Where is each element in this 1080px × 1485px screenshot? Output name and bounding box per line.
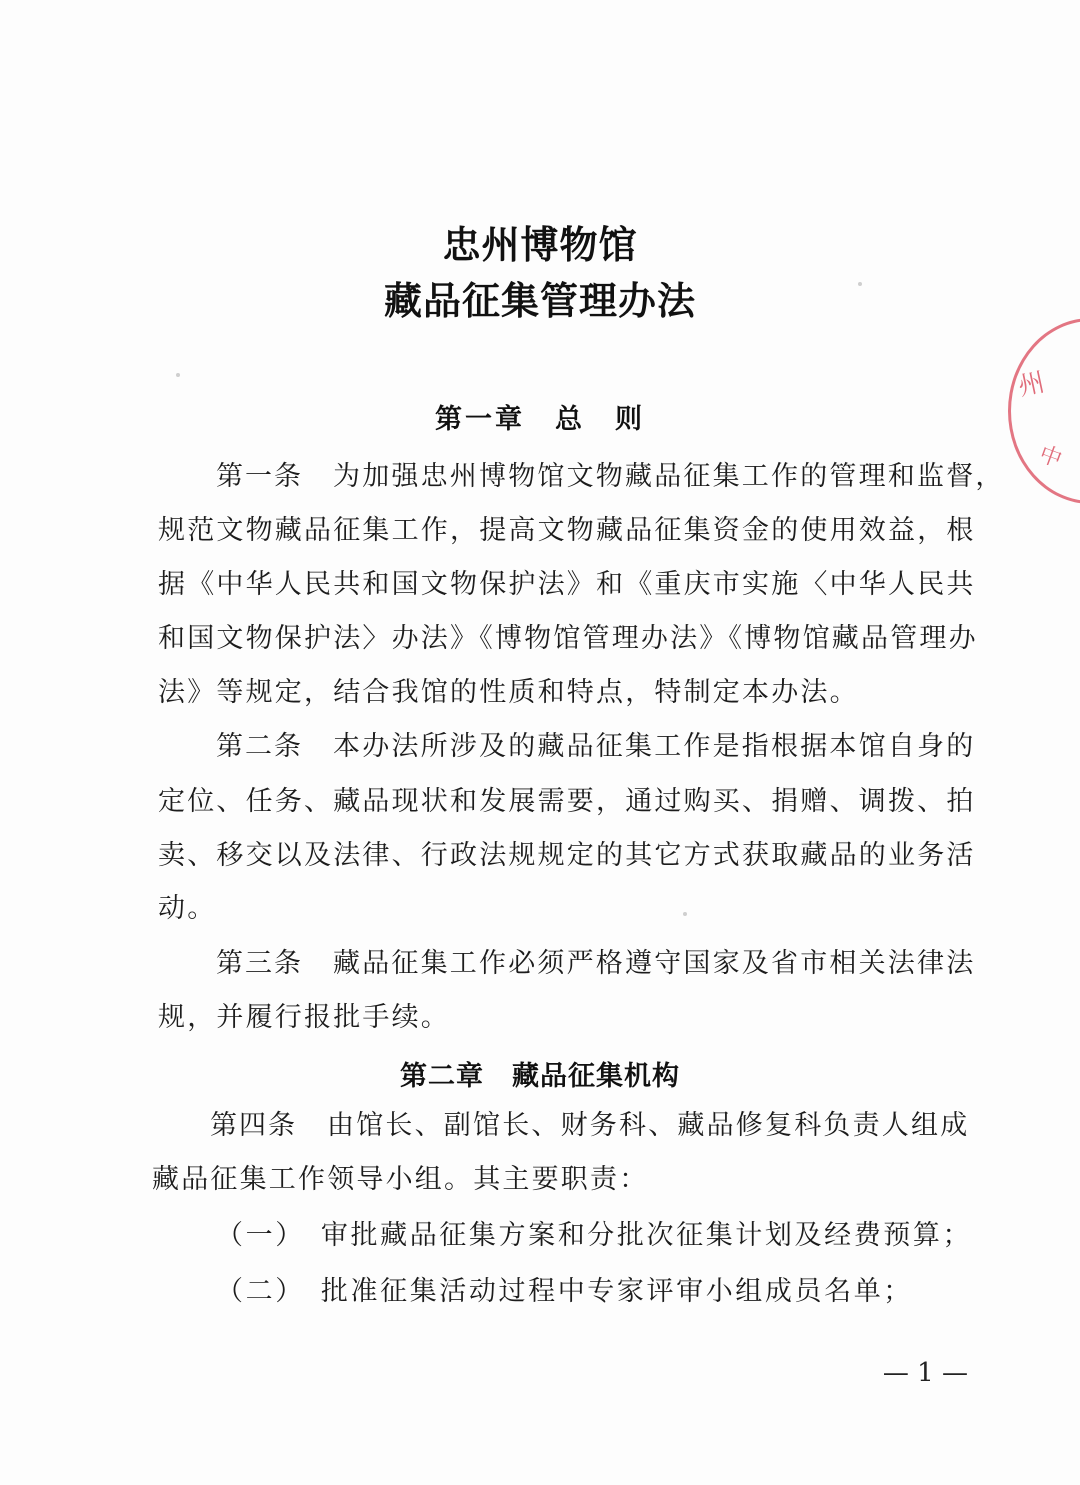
- chapter-1-heading: 第一章 总 则: [435, 404, 645, 435]
- seal-char-1: 州: [1015, 367, 1048, 403]
- page-number: — 1 —: [882, 1358, 968, 1388]
- article-4-label: 第四条: [210, 1110, 297, 1141]
- scan-speck: [858, 282, 862, 286]
- article-3-label: 第三条: [216, 948, 303, 979]
- article-4-line-2: 藏品征集工作领导小组。其主要职责：: [152, 1164, 649, 1195]
- seal-char-2: 中: [1035, 441, 1065, 473]
- document-title-line2: 藏品征集管理办法: [383, 279, 696, 323]
- article-2-line-4: 动。: [158, 893, 217, 924]
- scan-speck: [683, 912, 687, 916]
- document-title-line1: 忠州博物馆: [442, 223, 638, 267]
- article-2-label: 第二条: [216, 731, 303, 762]
- article-1-line-1: 第一条 为加强忠州博物馆文物藏品征集工作的管理和监督，: [216, 461, 1005, 492]
- article-1-line-2: 规范文物藏品征集工作，提高文物藏品征集资金的使用效益，根: [158, 515, 976, 546]
- article-2-line-1: 第二条 本办法所涉及的藏品征集工作是指根据本馆自身的: [216, 731, 976, 762]
- article-1-line-4: 和国文物保护法〉办法》《博物馆管理办法》《博物馆藏品管理办: [158, 623, 978, 654]
- article-3-line-1: 第三条 藏品征集工作必须严格遵守国家及省市相关法律法: [216, 948, 976, 979]
- chapter-2-heading: 第二章 藏品征集机构: [400, 1061, 680, 1092]
- article-4-item-2: （二） 批准征集活动过程中专家评审小组成员名单；: [216, 1276, 913, 1307]
- article-2-line-2: 定位、任务、藏品现状和发展需要，通过购买、捐赠、调拨、拍: [158, 786, 976, 817]
- article-1-line-3: 据《中华人民共和国文物保护法》和《重庆市实施〈中华人民共: [158, 569, 976, 600]
- article-3-line-2: 规，并履行报批手续。: [158, 1002, 450, 1033]
- article-1-label: 第一条: [216, 461, 303, 492]
- scan-speck: [176, 373, 180, 377]
- article-1-line-5: 法》等规定，结合我馆的性质和特点，特制定本办法。: [158, 677, 859, 708]
- article-4-line-1: 第四条 由馆长、副馆长、财务科、藏品修复科负责人组成: [210, 1110, 970, 1141]
- article-4-item-1: （一） 审批藏品征集方案和分批次征集计划及经费预算；: [216, 1220, 973, 1251]
- article-2-line-3: 卖、移交以及法律、行政法规规定的其它方式获取藏品的业务活: [158, 840, 976, 871]
